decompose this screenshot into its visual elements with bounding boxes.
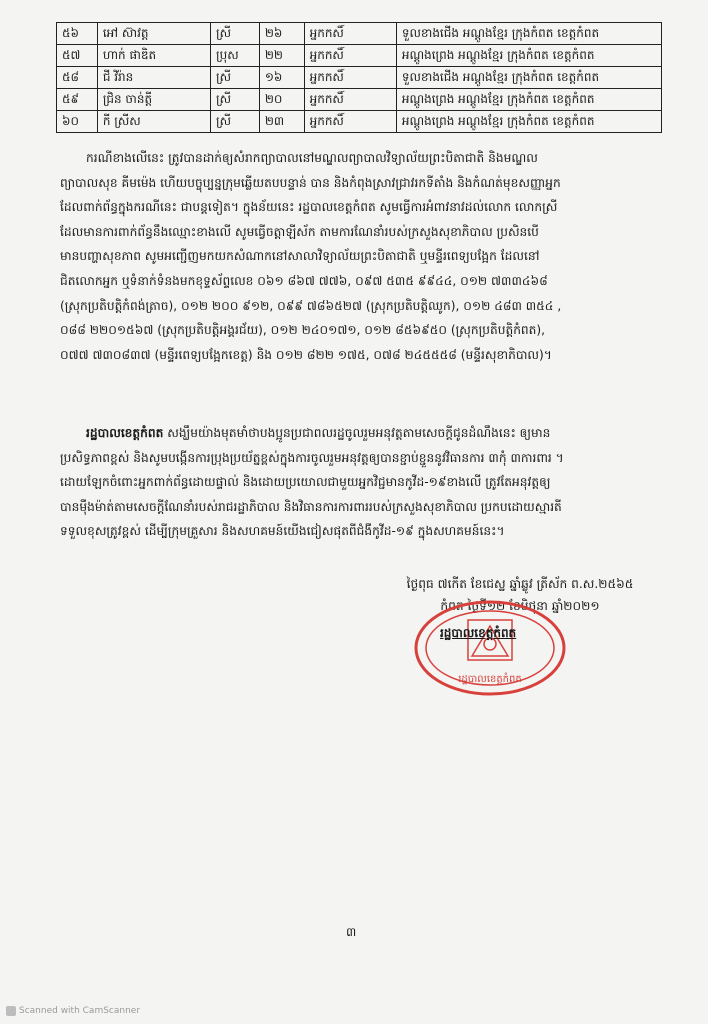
cell-number: ៥៧ xyxy=(57,45,98,67)
cell-sex: ស្រី xyxy=(211,111,260,133)
seal-text: រដ្ឋបាលខេត្តកំពត xyxy=(458,674,522,685)
solar-date: កំពត ថ្ងៃទី១២ ខែមិថុនា ឆ្នាំ២០២១ xyxy=(440,599,600,613)
cell-age: ២៦ xyxy=(259,23,304,45)
notice-paragraph xyxy=(60,146,662,367)
table-row xyxy=(57,23,662,45)
cell-name: កី ស្រីស xyxy=(97,111,210,133)
cell-occupation: អ្នកកសិ៍ xyxy=(304,89,396,111)
cell-occupation: អ្នកកសិ៍ xyxy=(304,67,396,89)
paragraph-line: ព្យាបាលសុខ គីមម៉េង ហើយបច្ចុប្បន្នក្រុមឆ្លើយតបបន្ទាន់ បាន និងកំពុងស្រាវជ្រាវរកទីតាំង និងកំណត់មុខសញ្ញាអ្នក xyxy=(60,175,561,190)
cell-address: អណ្តូងព្រេង អណ្តូងខ្មែរ ក្រុងកំពត ខេត្តកំពត xyxy=(396,89,661,111)
cell-number: ៥៩ xyxy=(57,89,98,111)
cell-number: ៥៦ xyxy=(57,23,98,45)
official-seal-icon xyxy=(410,598,570,698)
cell-address: ទួលខាងជើង អណ្តូងខ្មែរ ក្រុងកំពត ខេត្តកំពត xyxy=(396,23,661,45)
cell-name: ហាក់ ផាឌិត xyxy=(97,45,210,67)
cell-occupation: អ្នកកសិ៍ xyxy=(304,23,396,45)
table-row xyxy=(57,45,662,67)
paragraph-line-rest: សង្ឃឹមយ៉ាងមុតមាំថាបងប្អូនប្រជាពលរដ្ឋចូលរួមអនុវត្តតាមសេចក្តីជូនដំណឹងនេះ ឲ្យមាន xyxy=(163,426,551,440)
cell-name: ជី វិរ៉ាន xyxy=(97,67,210,89)
appeal-paragraph xyxy=(60,421,662,544)
paragraph-line: មានបញ្ហាសុខភាព សូមអញ្ជើញមកយកសំណាកនៅសាលាវិទ្យាល័យព្រះបិតាជាតិ ឬមន្ទីរពេទ្យបង្អែក ដែលនៅ xyxy=(60,249,540,264)
table-row xyxy=(57,67,662,89)
watermark-text: Scanned with CamScanner xyxy=(19,1006,141,1016)
cell-occupation: អ្នកកសិ៍ xyxy=(304,111,396,133)
paragraph-line: ដែលពាក់ព័ន្ធក្នុងករណីនេះ ជាបន្តទៀត។ ក្នុងន័យនេះ រដ្ឋបាលខេត្តកំពត សូមធ្វើការអំពាវនាវដល់លោក លោកស្រី xyxy=(60,200,558,215)
cell-sex: ស្រី xyxy=(211,23,260,45)
paragraph-line: ដោយឡែកចំពោះអ្នកពាក់ព័ន្ធដោយផ្ទាល់ និងដោយប្រយោលជាមួយអ្នកវិជ្ជមានកូវីដ-១៩ខាងលើ ត្រូវតែអនុវត្តឲ្យ xyxy=(60,475,551,490)
cell-sex: ប្រុស xyxy=(211,45,260,67)
cell-sex: ស្រី xyxy=(211,89,260,111)
paragraph-line: ០៧៧ ៧៣០៨៣៧ (មន្ទីរពេទ្យបង្អែកខេត្ត) និង ០១២ ៨២២ ១៧៥, ០៧៨ ២៤៥៥៥៨ (មន្ទីរសុខាភិបាល)។ xyxy=(60,347,552,362)
table-row xyxy=(57,89,662,111)
cell-age: ២២ xyxy=(259,45,304,67)
cases-table-body xyxy=(57,23,662,133)
cell-address: អណ្តូងព្រេង អណ្តូងខ្មែរ ក្រុងកំពត ខេត្តកំពត xyxy=(396,45,661,67)
paragraph-line: បានម៉ឺងម៉ាត់តាមសេចក្តីណែនាំរបស់រាជរដ្ឋាភិបាល និងវិធានការការពាររបស់ក្រសួងសុខាភិបាល ប្រកបដោយស្មារតី xyxy=(60,499,562,514)
cell-sex: ស្រី xyxy=(211,67,260,89)
cell-age: ២៣ xyxy=(259,111,304,133)
scanner-watermark xyxy=(6,1006,140,1016)
cell-occupation: អ្នកកសិ៍ xyxy=(304,45,396,67)
cell-name: អៅ ស៊ាវត្ត xyxy=(97,23,210,45)
lunar-date: ថ្ងៃពុធ ៧កើត ខែជេស្ឋ ឆ្នាំឆ្លូវ ត្រីស័ក ព.ស.២៥៦៥ xyxy=(406,577,634,591)
paragraph-line: (ស្រុកប្រតិបត្តិកំពង់ត្រាច), ០១២ ២០០ ៩១២, ០៩៩ ៧៨៦៥២៧ (ស្រុកប្រតិបត្តិឈូក), ០១២ ៤៨៣ ៣៥៤ , xyxy=(60,298,562,313)
paragraph-line: ដែលមានការពាក់ព័ន្ធនឹងឈ្មោះខាងលើ សូមធ្វើចត្តាឡីស័ក តាមការណែនាំរបស់ក្រសួងសុខាភិបាល ប្រសិនបើ xyxy=(60,224,539,239)
paragraph-line: ទទួលខុសត្រូវខ្ពស់ ដើម្បីក្រុមគ្រួសារ និងសហគមន៍យើងជៀសផុតពីជំងឺកូវីដ-១៩ ក្នុងសហគមន៍នេះ។ xyxy=(60,524,505,539)
cell-address: អណ្តូងព្រេង អណ្តូងខ្មែរ ក្រុងកំពត ខេត្តកំពត xyxy=(396,111,661,133)
paragraph-line: ០៨៨ ២២០១៥៦៧ (ស្រុកប្រតិបត្តិអង្គរជ័យ), ០១២ ២៤០១៧១, ០១២ ៨៥៦៩៥០ (ស្រុកប្រតិបត្តិកំពត), xyxy=(60,323,546,338)
cell-name: ជ្រិន ចាន់ត្ដី xyxy=(97,89,210,111)
cell-number: ៥៨ xyxy=(57,67,98,89)
camscanner-icon xyxy=(6,1006,16,1016)
authority-name: រដ្ឋបាលខេត្តកំពត xyxy=(86,426,164,440)
cell-age: ២០ xyxy=(259,89,304,111)
signer-title: រដ្ឋបាលខេត្តកំពត xyxy=(440,626,517,640)
paragraph-line: ប្រសិទ្ធភាពខ្ពស់ និងសូមបង្កើនការប្រុងប្រយ័ត្នខ្ពស់ក្នុងការចូលរួមអនុវត្តឲ្យបានខ្ជាប់ខ្ជួននូវវិធានការ ៣កុំ ៣ការពារ ។ xyxy=(60,450,564,465)
paragraph-line: ជិតលោកអ្នក ឬទំនាក់ទំនងមកខុទ្ទស័ព្ទលេខ ០៦១ ៨៦៧ ៧៧៦, ០៩៧ ៥៣៥ ៩៩៤៤, ០១២ ៧៣៣៤៦៨ xyxy=(60,273,548,288)
cell-address: ទួលខាងជើង អណ្តូងខ្មែរ ក្រុងកំពត ខេត្តកំពត xyxy=(396,67,661,89)
cases-table xyxy=(56,22,662,133)
paragraph-line: ករណីខាងលើនេះ ត្រូវបានដាក់ឲ្យសំរាកព្យាបាលនៅមណ្ឌលព្យាបាលវិទ្យាល័យព្រះបិតាជាតិ និងមណ្ឌល xyxy=(86,151,538,165)
table-row xyxy=(57,111,662,133)
paragraph-line xyxy=(60,421,662,446)
page-number: ៣ xyxy=(346,925,357,939)
cell-number: ៦០ xyxy=(57,111,98,133)
cell-age: ១៦ xyxy=(259,67,304,89)
